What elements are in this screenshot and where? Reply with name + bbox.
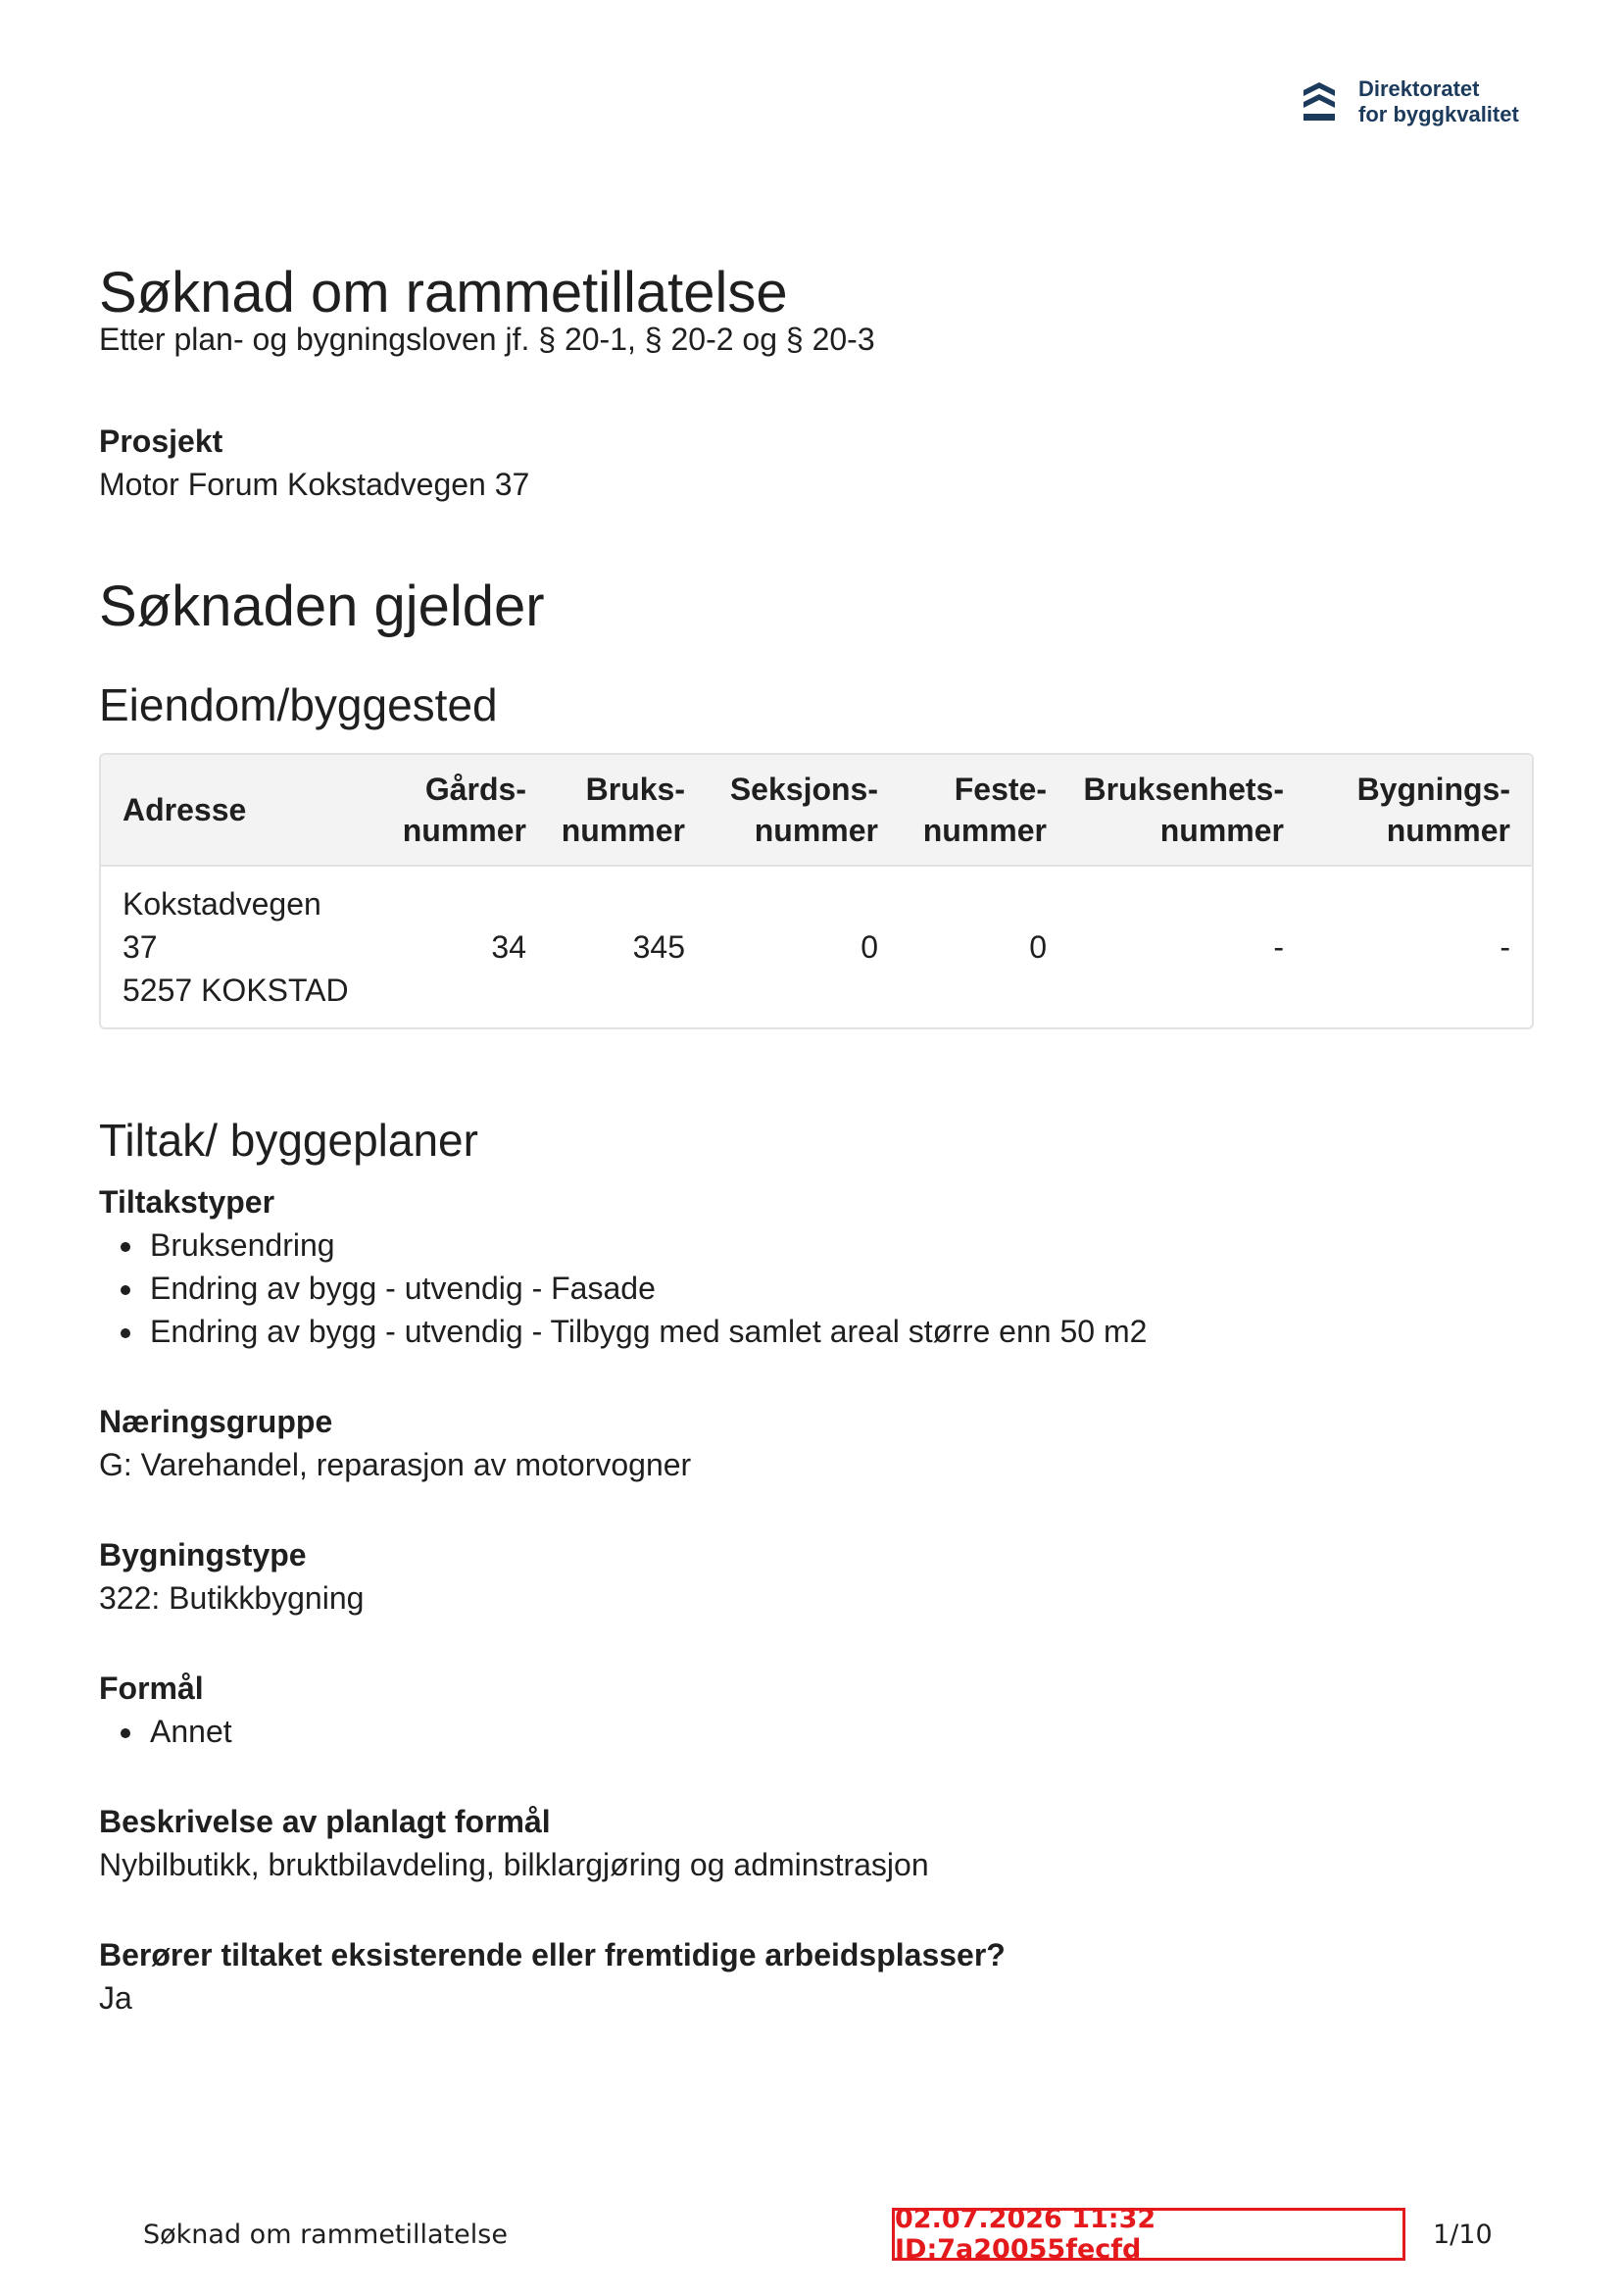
cell-adresse: Kokstadvegen 37 5257 KOKSTAD [123,886,349,1008]
col-gardsnummer: Gårds- nummer [389,755,548,867]
page-footer [0,2204,1623,2265]
dibk-logo-icon [1300,78,1339,125]
project-value: Motor Forum Kokstadvegen 37 [99,467,530,502]
logo-text [1358,76,1519,127]
cell-bygningsnummer: - [1500,929,1510,965]
bygningstype-label: Bygningstype [99,1537,307,1572]
property-table-header [101,755,1532,867]
dibk-logo [1300,76,1519,127]
property-table [99,753,1534,1029]
arbeidsplasser-label: Berører tiltaket eksisterende eller fremtidige arbeidsplasser? [99,1937,1006,1972]
document-subtitle: Etter plan- og bygningsloven jf. § 20-1, § 20-2 og § 20-3 [99,322,875,357]
footer-title: Søknad om rammetillatelse [143,2220,508,2250]
cell-seksjonsnummer: 0 [861,929,878,965]
tiltakstyper-list [99,1223,1534,1353]
arbeidsplasser-value: Ja [99,1980,132,2016]
formal-list [99,1710,1534,1753]
formal-label: Formål [99,1671,204,1706]
col-adresse: Adresse [101,755,389,867]
logo-line-1: Direktoratet [1358,76,1480,101]
section-heading: Søknaden gjelder [99,574,545,638]
page-number: 1/10 [1433,2220,1493,2250]
col-festenummer: Feste- nummer [900,755,1068,867]
cell-gardsnummer: 34 [491,929,526,965]
list-item: • Bruksendring [146,1223,1534,1267]
col-bruksenhetsnummer: Bruksenhets- nummer [1068,755,1305,867]
col-seksjonsnummer: Seksjons- nummer [707,755,900,867]
tiltakstyper-label: Tiltakstyper [99,1184,275,1220]
timestamp-id-stamp: 02.07.2026 11:32 ID:7a20055fecfd [892,2208,1405,2261]
measures-heading: Tiltak/ byggeplaner [99,1115,478,1166]
property-heading: Eiendom/byggested [99,679,498,730]
cell-bruksnummer: 345 [632,929,685,965]
cell-festenummer: 0 [1029,929,1047,965]
list-item: • Endring av bygg - utvendig - Fasade [146,1267,1534,1310]
list-item: • Annet [146,1710,1534,1753]
bygningstype-value: 322: Butikkbygning [99,1580,365,1616]
table-row [101,867,1532,1027]
naeringsgruppe-value: G: Varehandel, reparasjon av motorvogner [99,1447,692,1482]
beskrivelse-value: Nybilbutikk, bruktbilavdeling, bilklargjøring og adminstrasjon [99,1847,929,1882]
document-content [99,261,1534,2020]
logo-line-2: for byggkvalitet [1358,102,1519,126]
project-label: Prosjekt [99,424,223,459]
document-title: Søknad om rammetillatelse [99,261,788,324]
col-bruksnummer: Bruks- nummer [548,755,707,867]
cell-bruksenhetsnummer: - [1273,929,1284,965]
col-bygningsnummer: Bygnings- nummer [1305,755,1532,867]
list-item: • Endring av bygg - utvendig - Tilbygg med samlet areal større enn 50 m2 [146,1310,1534,1353]
beskrivelse-label: Beskrivelse av planlagt formål [99,1804,551,1839]
naeringsgruppe-label: Næringsgruppe [99,1404,333,1439]
